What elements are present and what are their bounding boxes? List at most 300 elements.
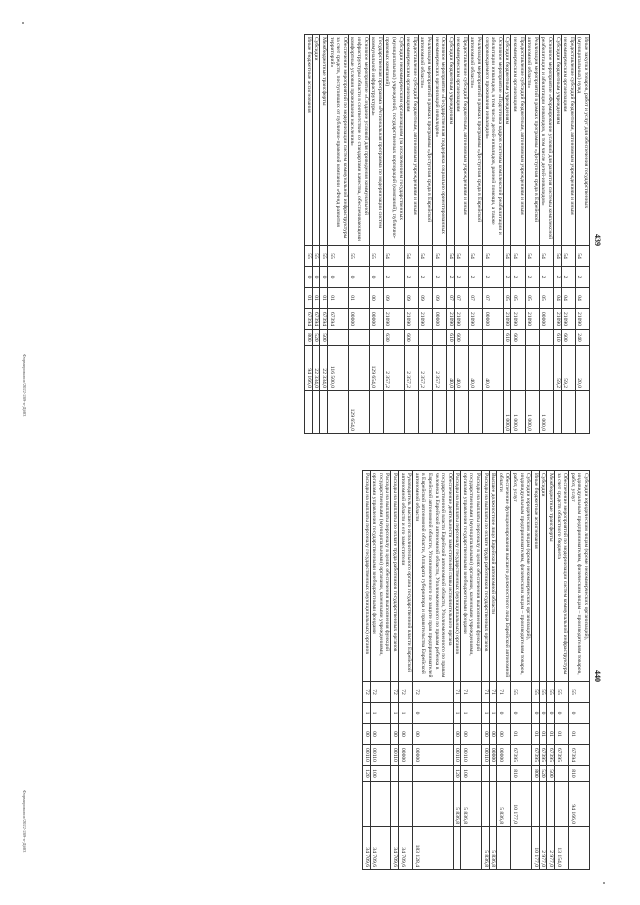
table-cell-c1: 71	[482, 682, 490, 703]
table-cell-c4: 00110	[461, 745, 482, 766]
table-cell-a2	[383, 391, 404, 434]
table-cell-a2	[483, 391, 504, 434]
table-cell-c5	[418, 330, 432, 346]
table-cell-a1	[413, 782, 454, 827]
table-cell-c1: 55	[305, 246, 313, 267]
table-cell-c1: 54	[561, 246, 575, 267]
table-cell-a2: 183 128,4	[413, 827, 454, 870]
table-cell-c3: 01	[539, 724, 547, 745]
table-cell-c4: 00000	[497, 745, 511, 766]
table-cell-a2	[454, 391, 468, 434]
table-cell-c3: 01	[328, 288, 349, 309]
table-cell-c4: 00110	[363, 745, 371, 766]
table-cell-c5	[348, 330, 369, 346]
table-cell-c2: 1	[482, 703, 490, 724]
budget-table	[362, 470, 590, 870]
table-cell-c2: 0	[532, 703, 540, 724]
table-cell-c1: 54	[468, 246, 482, 267]
table-cell-c4: 67394	[305, 309, 313, 330]
table-cell-c2: 0	[539, 703, 547, 724]
table-cell-c4: 00110	[453, 745, 461, 766]
table-cell-name: Руководитель высшего исполнительного органа государственной власти Еврейской автономной области и его заместители	[398, 471, 412, 682]
table-cell-c4: 00000	[369, 309, 383, 330]
table-cell-a2	[447, 391, 455, 434]
table-cell-c3: 09	[404, 288, 418, 309]
table-cell-c3: 00	[453, 724, 461, 745]
table-cell-c4: 67395	[511, 745, 532, 766]
table-cell-c3: 09	[383, 288, 404, 309]
table-cell-c2: 1	[453, 703, 461, 724]
table-cell-c1: 54	[404, 246, 418, 267]
table-cell-c1: 54	[539, 246, 553, 267]
table-cell-a1: 2 357,2	[383, 346, 404, 391]
table-cell-c5	[391, 766, 399, 782]
table-cell-c5	[468, 330, 482, 346]
table-row	[432, 35, 446, 434]
table-row	[539, 35, 553, 434]
table-cell-c3: 01	[305, 288, 313, 309]
table-cell-a2: 5 836,8	[489, 827, 497, 870]
table-cell-c2: 0	[511, 703, 532, 724]
table-cell-name: Предоставление субсидий бюджетным, автономным учреждениям и иным некоммерческим организациям	[404, 35, 418, 246]
table-cell-c3: 05	[525, 288, 539, 309]
table-cell-a2	[497, 827, 511, 870]
table-cell-c1: 55	[569, 682, 590, 703]
table-cell-name: Субсидии бюджетным учреждениям	[447, 35, 455, 246]
table-cell-a1: 40,0	[447, 346, 455, 391]
table-row	[398, 471, 412, 870]
table-row	[511, 35, 525, 434]
table-cell-c5: 500	[547, 766, 555, 782]
table-cell-c4: 67394	[312, 309, 320, 330]
table-row	[569, 471, 590, 870]
table-cell-c1: 55	[328, 246, 349, 267]
table-cell-a2: 1 000,0	[511, 391, 525, 434]
table-cell-c2: 1	[489, 703, 497, 724]
table-row	[561, 35, 575, 434]
table-cell-c5	[497, 766, 511, 782]
table-cell-c3: 07	[454, 288, 468, 309]
table-cell-c2: 0	[305, 267, 313, 288]
table-cell-name: Обеспечение функционирования высшего должностного лица Еврейской автономной области	[497, 471, 511, 682]
table-cell-c4: 67394	[320, 309, 328, 330]
table-cell-c1: 54	[383, 246, 404, 267]
table-cell-a1: 20,0	[575, 346, 589, 391]
table-cell-name: Реализация мероприятий в рамках программы «Доступная среда в Еврейской автономной области»	[525, 35, 539, 246]
table-cell-a1	[363, 782, 371, 827]
table-cell-c1: 54	[511, 246, 525, 267]
table-cell-name: Межбюджетные трансферты	[547, 471, 555, 682]
table-cell-c3: 04	[561, 288, 575, 309]
table-row	[305, 35, 313, 434]
table-cell-c2: 2	[468, 267, 482, 288]
table-row	[391, 471, 399, 870]
table-cell-a2: 34 709,6	[363, 827, 371, 870]
table-cell-c5: 600	[404, 330, 418, 346]
table-cell-c4: 00000	[398, 745, 412, 766]
table-row	[503, 35, 511, 434]
table-row	[468, 35, 482, 434]
table-cell-c1: 55	[369, 246, 383, 267]
table-cell-c2: 0	[312, 267, 320, 288]
table-cell-name: Реализация мероприятий в рамках программы «Доступная среда в Еврейской автономной области»	[468, 35, 482, 246]
table-cell-c3: 00	[497, 724, 511, 745]
table-cell-a2	[561, 391, 575, 434]
table-cell-c4: 00110	[391, 745, 399, 766]
table-cell-c5: 610	[554, 330, 562, 346]
table-cell-c1: 54	[525, 246, 539, 267]
table-cell-a2: 1 000,0	[539, 391, 553, 434]
table-cell-c1: 54	[454, 246, 468, 267]
table-cell-name: Субсидии	[312, 35, 320, 246]
table-row	[363, 471, 371, 870]
table-cell-c4: 67394	[328, 309, 349, 330]
table-cell-c5: 100	[461, 766, 482, 782]
table-cell-c2: 2	[383, 267, 404, 288]
table-cell-a1	[391, 782, 399, 827]
table-cell-c3: 09	[418, 288, 432, 309]
table-row	[404, 35, 418, 434]
table-cell-c1: 55	[348, 246, 369, 267]
table-cell-c4: 21090	[454, 309, 468, 330]
table-cell-a1: 59,2	[561, 346, 575, 391]
table-cell-c3: 00	[363, 724, 371, 745]
table-cell-c2: 2	[525, 267, 539, 288]
table-cell-a2: 10 177,0	[532, 827, 540, 870]
table-cell-c3: 01	[532, 724, 540, 745]
table-cell-c3: 00	[370, 724, 391, 745]
table-cell-c4: 21090	[525, 309, 539, 330]
left-page	[10, 34, 610, 452]
table-cell-c4: 00000	[483, 309, 504, 330]
table-cell-a1	[547, 782, 555, 827]
table-cell-a1	[482, 782, 490, 827]
table-cell-c4: 21090	[575, 309, 589, 330]
table-cell-c3: 09	[432, 288, 446, 309]
table-cell-name: Субсидии некоммерческим организациям (за исключением государственных (муниципальных) учреждений, государственных корпораций (компаний), публично-правовых компаний)	[383, 35, 404, 246]
table-cell-c4: 00000	[348, 309, 369, 330]
table-cell-name: Расходы на выплаты персоналу государственных (муниципальных) органов	[363, 471, 371, 682]
table-cell-c5: 600	[561, 330, 575, 346]
table-cell-c2: 0	[555, 703, 569, 724]
table-cell-a1	[539, 346, 553, 391]
table-cell-name: Основное мероприятие «Подготовка кадров системы комплексной реабилитации и абилитации инвалидов, в том числе детей-инвалидов, ранней помощи, а также сопровождаемого проживания инвалидов»	[483, 35, 504, 246]
table-cell-name: Субсидии бюджетным учреждениям	[503, 35, 511, 246]
table-cell-a1	[555, 782, 569, 827]
table-cell-a2: 34 709,6	[391, 827, 399, 870]
table-row	[418, 35, 432, 434]
table-cell-a2: 5 836,8	[482, 827, 490, 870]
table-cell-c1: 72	[398, 682, 412, 703]
table-cell-a1: 5 836,8	[461, 782, 482, 827]
table-cell-c3: 05	[511, 288, 525, 309]
document-stamp: Формирование/2022-289-п-Д#03	[22, 354, 27, 417]
table-cell-a2: 1 000,0	[525, 391, 539, 434]
table-cell-c3: 01	[555, 724, 569, 745]
table-cell-c3: 00	[391, 724, 399, 745]
table-cell-c5: 630	[383, 330, 404, 346]
table-cell-c3: 01	[312, 288, 320, 309]
table-row	[312, 35, 320, 434]
table-cell-c3: 01	[569, 724, 590, 745]
table-row	[369, 35, 383, 434]
table-cell-c5	[539, 330, 553, 346]
table-cell-c3: 01	[511, 724, 532, 745]
table-row	[383, 35, 404, 434]
table-cell-name: Обеспечение мероприятий по модернизации систем коммунальной инфраструктуры за счет средств, поступивших от публично-правовой компании «Фонд развития территорий»	[328, 35, 349, 246]
table-cell-c1: 55	[547, 682, 555, 703]
table-cell-name: Расходы на выплаты персоналу в целях обеспечения выполнения функций государственными (муниципальными) органами, казенными учреждениями, органами управления государственными внебюджетными фондами	[461, 471, 482, 682]
table-cell-c4: 21090	[503, 309, 511, 330]
table-cell-c5: 100	[370, 766, 391, 782]
table-cell-c1: 54	[554, 246, 562, 267]
table-cell-c2: 2	[404, 267, 418, 288]
table-row	[555, 471, 569, 870]
table-cell-c4: 21090	[383, 309, 404, 330]
table-cell-c3: 01	[320, 288, 328, 309]
table-cell-c2: 1	[461, 703, 482, 724]
table-cell-a2	[575, 391, 589, 434]
table-cell-c1: 54	[418, 246, 432, 267]
table-cell-a1: 22 334,0	[312, 346, 320, 391]
table-cell-a1	[525, 346, 539, 391]
table-cell-c4: 21090	[418, 309, 432, 330]
table-cell-c3: 00	[489, 724, 497, 745]
table-cell-c2: 2	[511, 267, 525, 288]
table-cell-a1: 59,2	[554, 346, 562, 391]
table-cell-c2: 2	[503, 267, 511, 288]
table-cell-c1: 54	[447, 246, 455, 267]
table-cell-c5	[482, 766, 490, 782]
table-cell-c1: 72	[363, 682, 371, 703]
table-cell-c5: 120	[453, 766, 461, 782]
table-cell-c4: 21090	[468, 309, 482, 330]
table-cell-a2: 129 654,0	[348, 391, 369, 434]
document-stamp: Формирование/2022-289-п-Д#03	[22, 790, 27, 853]
table-cell-name: Высшее должностное лицо Еврейской автономной области	[489, 471, 497, 682]
table-cell-c4: 67395	[532, 745, 540, 766]
table-cell-c5: 520	[312, 330, 320, 346]
table-cell-c1: 72	[413, 682, 454, 703]
scan-speck	[22, 22, 24, 24]
table-cell-a1	[489, 782, 497, 827]
scan-speck	[603, 882, 605, 884]
table-cell-c4: 21090	[561, 309, 575, 330]
table-cell-c1: 54	[575, 246, 589, 267]
table-cell-c1: 71	[453, 682, 461, 703]
table-row	[348, 35, 369, 434]
table-cell-c4: 67395	[547, 745, 555, 766]
table-cell-name: Предоставление субсидий бюджетным, автономным учреждениям и иным некоммерческим организациям	[511, 35, 525, 246]
table-cell-c1: 55	[320, 246, 328, 267]
table-row	[554, 35, 562, 434]
table-cell-c5	[432, 330, 446, 346]
table-cell-a2	[569, 827, 590, 870]
table-cell-name: Субсидии юридическим лицам (кроме некоммерческих организаций), индивидуальным предпринимателям, физическим лицам – производителям товаров, работ, услуг	[569, 471, 590, 682]
table-row	[532, 471, 540, 870]
table-cell-c3: 05	[539, 288, 553, 309]
table-cell-c2: 2	[554, 267, 562, 288]
table-cell-c5: 800	[305, 330, 313, 346]
budget-table	[304, 34, 590, 434]
table-cell-name: Расходы на выплаты по оплате труда работников государственных органов	[391, 471, 399, 682]
table-cell-c3: 04	[575, 288, 589, 309]
table-cell-c5: 500	[320, 330, 328, 346]
table-cell-a1	[539, 782, 547, 827]
table-cell-name: Субсидии юридическим лицам (кроме некоммерческих организаций), индивидуальным предпринимателям, физическим лицам – производителям товаров, работ, услуг	[511, 471, 532, 682]
table-cell-c3: 04	[554, 288, 562, 309]
table-cell-name: Основное мероприятие «Государственная поддержка социально ориентированных некоммерческих организаций инвалидов»	[432, 35, 446, 246]
table-cell-a2: 1 000,0	[503, 391, 511, 434]
table-cell-name: Субсидии	[539, 471, 547, 682]
table-cell-a1: 2 357,2	[418, 346, 432, 391]
table-cell-a2: 34 709,6	[370, 827, 391, 870]
table-cell-c3: 05	[503, 288, 511, 309]
table-row	[497, 471, 511, 870]
table-cell-c3: 00	[369, 288, 383, 309]
table-row	[547, 471, 555, 870]
table-cell-c2: 2	[483, 267, 504, 288]
table-cell-c4: 21090	[447, 309, 455, 330]
table-cell-c1: 54	[483, 246, 504, 267]
table-cell-c2: 1	[370, 703, 391, 724]
table-cell-c2: 2	[454, 267, 468, 288]
table-cell-name: Основное мероприятие «Создание условий для приведения коммунальной инфраструктуры области в соответствие со стандартами качества, обеспечивающими комфортные условия проживания населения»	[348, 35, 369, 246]
table-cell-a2	[511, 827, 532, 870]
table-cell-c2: 0	[569, 703, 590, 724]
table-cell-c3: 01	[547, 724, 555, 745]
table-cell-c2: 0	[320, 267, 328, 288]
table-row	[575, 35, 589, 434]
table-cell-a2: 34 709,6	[398, 827, 412, 870]
table-cell-c4: 67394	[569, 745, 590, 766]
table-cell-a1	[370, 782, 391, 827]
table-cell-c4: 00000	[539, 309, 553, 330]
page-number: 439	[593, 234, 602, 246]
table-cell-name: Расходы на выплаты персоналу в целях обеспечения выполнения функций государственными (муниципальными) органами, казенными учреждениями, органами управления государственными внебюджетными фондами	[370, 471, 391, 682]
table-cell-c2: 2	[575, 267, 589, 288]
table-cell-name: Межбюджетные трансферты	[320, 35, 328, 246]
table-row	[453, 471, 461, 870]
table-cell-c2: 1	[398, 703, 412, 724]
table-cell-a1: 116 500,0	[328, 346, 349, 391]
table-row	[370, 471, 391, 870]
table-cell-c1: 55	[555, 682, 569, 703]
table-cell-c2: 0	[348, 267, 369, 288]
table-cell-c1: 55	[532, 682, 540, 703]
table-cell-a2: 13 154,0	[555, 827, 569, 870]
table-cell-c5: 600	[454, 330, 468, 346]
table-cell-a2	[369, 391, 383, 434]
table-cell-a1: 22 334,0	[320, 346, 328, 391]
table-cell-c1: 72	[391, 682, 399, 703]
table-cell-c3: 07	[468, 288, 482, 309]
table-cell-c3: 01	[348, 288, 369, 309]
table-cell-c1: 54	[503, 246, 511, 267]
table-cell-name: Иные бюджетные ассигнования	[305, 35, 313, 246]
table-cell-c2: 1	[363, 703, 371, 724]
table-row	[525, 35, 539, 434]
table-cell-a2: 2 977,0	[547, 827, 555, 870]
table-cell-c4: 00000	[489, 745, 497, 766]
table-cell-c5: 610	[503, 330, 511, 346]
table-cell-a1	[398, 782, 412, 827]
table-cell-c1: 72	[370, 682, 391, 703]
table-row	[461, 471, 482, 870]
table-cell-c4: 00110	[482, 745, 490, 766]
table-cell-a2	[468, 391, 482, 434]
table-cell-a1	[532, 782, 540, 827]
table-row	[447, 35, 455, 434]
table-cell-a1: 10 177,0	[511, 782, 532, 827]
table-cell-c5: 120	[363, 766, 371, 782]
table-row	[483, 35, 504, 434]
table-cell-c5	[555, 766, 569, 782]
table-cell-c3: 00	[461, 724, 482, 745]
table-cell-c1: 71	[461, 682, 482, 703]
table-cell-name: Предоставление субсидий бюджетным, автономным учреждениям и иным некоммерческим организациям	[454, 35, 468, 246]
table-cell-a2	[461, 827, 482, 870]
table-cell-a2	[432, 391, 446, 434]
table-cell-name: Иные закупки товаров, работ и услуг для обеспечения государственных (муниципальных) нужд	[575, 35, 589, 246]
table-cell-name: Основное мероприятие «Формирование условий для развития системы комплексной реабилитации и абилитации инвалидов, в том числе детей-инвалидов»	[539, 35, 553, 246]
table-cell-name: Субсидии бюджетным учреждениям	[554, 35, 562, 246]
table-cell-a1	[511, 346, 525, 391]
table-cell-a1: 40,0	[468, 346, 482, 391]
table-cell-c5	[328, 330, 349, 346]
table-row	[320, 35, 328, 434]
table-cell-c5: 240	[575, 330, 589, 346]
table-cell-c4: 00110	[370, 745, 391, 766]
table-cell-c2: 2	[447, 267, 455, 288]
table-cell-c4: 67395	[555, 745, 569, 766]
table-cell-c1: 54	[432, 246, 446, 267]
table-cell-c1: 55	[511, 682, 532, 703]
table-cell-c4: 00000	[413, 745, 454, 766]
table-cell-c2: 0	[369, 267, 383, 288]
table-cell-c5	[483, 330, 504, 346]
table-cell-c3: 07	[447, 288, 455, 309]
table-row	[539, 471, 547, 870]
table-cell-c2: 2	[561, 267, 575, 288]
table-row	[413, 471, 454, 870]
table-cell-c5	[525, 330, 539, 346]
table-cell-c2: 0	[547, 703, 555, 724]
table-cell-name: Обеспечение мероприятий по модернизации систем коммунальной инфраструктуры за счет средств областного бюджета	[555, 471, 569, 682]
table-cell-a2	[418, 391, 432, 434]
table-cell-c1: 55	[312, 246, 320, 267]
table-cell-name: Реализация мероприятий в рамках программы «Доступная среда в Еврейской автономной области»	[418, 35, 432, 246]
table-cell-a1: 129 654,0	[369, 346, 383, 391]
table-cell-a1	[503, 346, 511, 391]
table-cell-c2: 0	[497, 703, 511, 724]
table-cell-a1	[348, 346, 369, 391]
table-cell-c5: 520	[539, 766, 547, 782]
table-row	[328, 35, 349, 434]
table-cell-c5	[369, 330, 383, 346]
table-cell-c1: 71	[489, 682, 497, 703]
table-cell-c2: 2	[418, 267, 432, 288]
table-cell-c5	[489, 766, 497, 782]
table-row	[489, 471, 497, 870]
table-cell-a1: 40,0	[483, 346, 504, 391]
table-row	[511, 471, 532, 870]
table-cell-c5	[413, 766, 454, 782]
table-cell-c1: 71	[497, 682, 511, 703]
table-cell-c4: 21090	[554, 309, 562, 330]
table-cell-name: Обеспечение деятельности заместителей главы исполнительного органа государственной власти Еврейской автономной области, Уполномоченного по правам человека в Еврейской автономной области, Уполномоченного по правам ребенка в Еврейской автономной области, Уполномоченного по защите прав предпринимателей в Еврейской автономной области, Аппарата губернатора и правительства Еврейской автономной области	[413, 471, 454, 682]
table-cell-c4: 00000	[432, 309, 446, 330]
